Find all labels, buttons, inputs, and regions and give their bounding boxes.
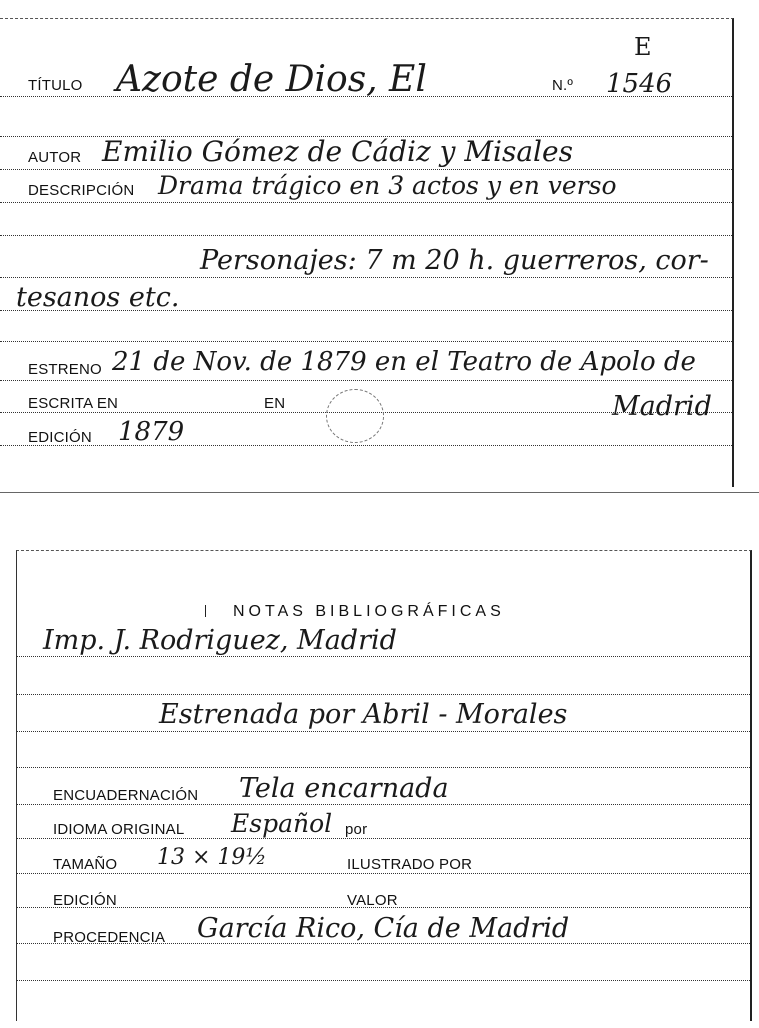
ilustrado-por-label: ILUSTRADO POR [347, 856, 473, 873]
edicion-back-label: EDICIÓN [53, 892, 117, 909]
ruled-line [0, 277, 732, 278]
personajes-line-2: tesanos etc. [16, 282, 180, 313]
notas-heading: NOTAS BIBLIOGRÁFICAS [233, 603, 505, 620]
autor-value: Emilio Gómez de Cádiz y Misales [102, 135, 573, 168]
titulo-value: Azote de Dios, El [116, 59, 427, 100]
personajes-line-1: Personajes: 7 m 20 h. guerreros, cor- [200, 245, 709, 276]
catalog-card-front [0, 18, 734, 487]
autor-label: AUTOR [28, 149, 82, 166]
descripcion-label: DESCRIPCIÓN [28, 182, 135, 199]
card-separator [0, 492, 759, 493]
idioma-original-value: Español [231, 809, 333, 838]
ruled-line [0, 380, 732, 381]
edicion-value: 1879 [118, 417, 185, 447]
titulo-label: TÍTULO [28, 77, 83, 94]
ruled-line [0, 202, 732, 203]
ruled-line [17, 694, 750, 695]
ruled-line [17, 731, 750, 732]
ruled-line [17, 767, 750, 768]
ruled-line [0, 445, 732, 446]
procedencia-value: García Rico, Cía de Madrid [197, 913, 570, 944]
en-label: EN [264, 395, 286, 412]
estreno-label: ESTRENO [28, 361, 102, 378]
card-letter: E [634, 33, 652, 61]
notas-line-1: Imp. J. Rodriguez, Madrid [43, 625, 397, 656]
numero-value: 1546 [606, 69, 673, 99]
notas-line-2: Estrenada por Abril - Morales [159, 699, 568, 730]
procedencia-label: PROCEDENCIA [53, 929, 166, 946]
ruled-line [17, 804, 750, 805]
estreno-lugar-value: Madrid [612, 391, 712, 422]
tick-mark [205, 605, 206, 617]
tamano-value: 13 × 19½ [157, 845, 267, 870]
numero-label: N.º [552, 77, 574, 94]
ruled-line [17, 656, 750, 657]
encuadernacion-label: ENCUADERNACIÓN [53, 787, 199, 804]
estreno-value: 21 de Nov. de 1879 en el Teatro de Apolo de [112, 347, 696, 377]
encuadernacion-value: Tela encarnada [239, 773, 449, 804]
por-label: por [345, 821, 368, 838]
ruled-line [0, 169, 732, 170]
ruled-line [17, 838, 750, 839]
catalog-card-back [16, 550, 752, 1021]
descripcion-value: Drama trágico en 3 actos y en verso [158, 171, 617, 200]
ruled-line [0, 341, 732, 342]
edicion-label: EDICIÓN [28, 429, 92, 446]
ruled-line [17, 980, 750, 981]
escrita-en-label: ESCRITA EN [28, 395, 119, 412]
idioma-original-label: IDIOMA ORIGINAL [53, 821, 185, 838]
stamp-mark [326, 389, 384, 443]
tamano-label: TAMAÑO [53, 856, 118, 873]
ruled-line [17, 873, 750, 874]
valor-label: VALOR [347, 892, 398, 909]
ruled-line [0, 235, 732, 236]
